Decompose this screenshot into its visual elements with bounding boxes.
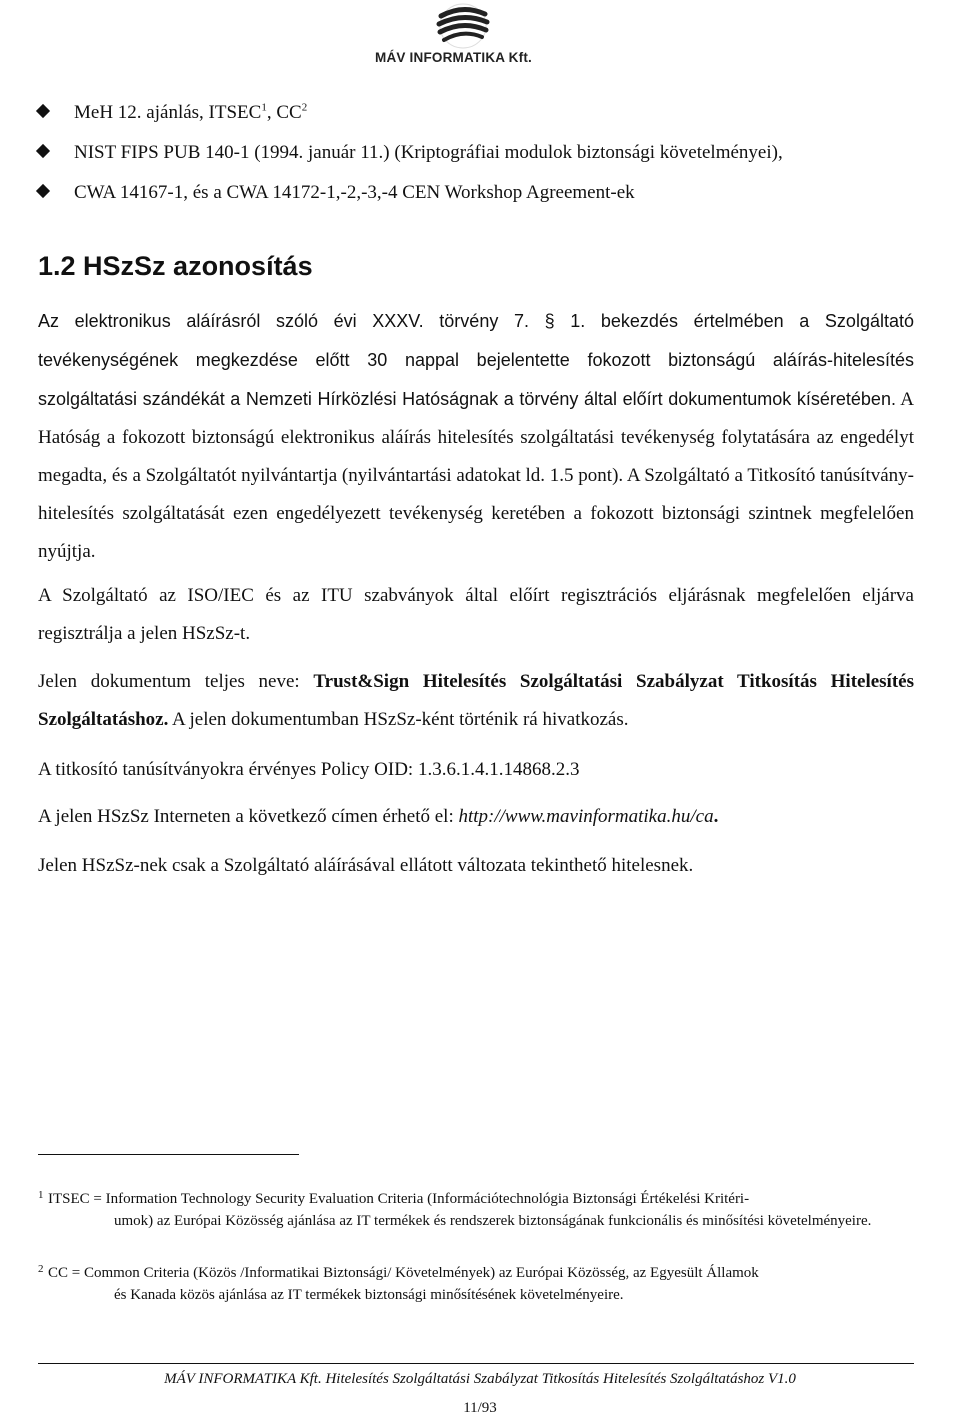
footnote-text: CC = Common Criteria (Közös /Informatikai Biztonsági/ Követelmények) az Európai Közösség, az Egyesült Államok: [48, 1265, 759, 1281]
logo-text: MÁV INFORMATIKA Kft.: [375, 50, 532, 65]
url-period: .: [713, 806, 719, 827]
page-footer: MÁV INFORMATIKA Kft. Hitelesítés Szolgáltatási Szabályzat Titkosítás Hitelesítés Szolgáltatáshoz V1.0: [164, 1371, 796, 1387]
section-heading: 1.2 HSzSz azonosítás: [38, 251, 313, 281]
url-line: [38, 805, 718, 829]
footnote-ref: 2: [301, 101, 308, 114]
paragraph-text: Jelen dokumentum teljes neve:: [38, 671, 314, 692]
diamond-bullet-icon: [36, 184, 50, 198]
paragraph: [38, 577, 914, 653]
diamond-bullet-icon: [36, 144, 50, 158]
bullet-text: CWA 14167-1, és a CWA 14172-1,-2,-3,-4 CEN Workshop Agreement-ek: [74, 182, 635, 203]
footnote-ref: 1: [261, 101, 267, 114]
url-link[interactable]: http://www.mavinformatika.hu/ca: [458, 806, 714, 827]
bullet-text: NIST FIPS PUB 140-1 (1994. január 11.) (Kriptográfiai modulok biztonsági követelményei),: [74, 142, 783, 163]
paragraph: [38, 302, 914, 571]
company-logo: [375, 2, 550, 72]
footnote-divider: [38, 1154, 299, 1155]
footnote-number: 2: [38, 1263, 44, 1275]
paragraph-text: A jelen dokumentumban HSzSz-ként történik rá hivatkozás.: [168, 709, 629, 730]
page-number: 11/93: [463, 1400, 497, 1416]
bullet-item: [38, 101, 307, 125]
paragraph-text: Az elektronikus aláírásról szóló évi XXXV. törvény 7. § 1. bekezdés értelmében a Szolgáltató tevékenységének megkezdése előtt 30 nappal bejelentette fokozott biztonságú aláírás-hitelesítés szolgáltatási szándékát a Nemzeti Hírközlési Hatóságnak a törvény által előírt dokumentumok kíséretében.: [38, 311, 914, 409]
bullet-text-cont: , CC: [266, 102, 302, 123]
paragraph-text: A Szolgáltató az ISO/IEC és az ITU szabványok által előírt regisztrációs eljárásnak megfelelően eljárva regisztrálja a jelen HSzSz-t.: [38, 585, 914, 644]
diamond-bullet-icon: [36, 104, 50, 118]
footnote-text: ITSEC = Information Technology Security Evaluation Criteria (Információtechnológia Biztonsági Értékelési Kritéri-: [48, 1191, 750, 1207]
footnote-text-cont: umok) az Európai Közösség ajánlása az IT termékek és rendszerek biztonságának funkcionális és minősítési követelményeire.: [114, 1213, 872, 1229]
footnote-text-cont: és Kanada közös ajánlása az IT termékek biztonsági minősítésének követelményeire.: [114, 1287, 624, 1303]
bullet-text: MeH 12. ajánlás, ITSEC: [74, 102, 262, 123]
authenticity-line: Jelen HSzSz-nek csak a Szolgáltató aláírásával ellátott változata tekinthető hitelesnek.: [38, 855, 694, 876]
globe-swoosh-icon: [423, 2, 503, 50]
policy-oid-line: A titkosító tanúsítványokra érvényes Policy OID: 1.3.6.1.4.1.14868.2.3: [38, 759, 580, 780]
paragraph-text: A Hatóság a fokozott biztonságú elektronikus aláírás hitelesítés szolgáltatási tevékenység folytatására az engedélyt megadta, és a Szolgáltatót nyilvántartja (nyilvántartási adatokat ld. 1.5 pont). A Szolgáltató a Titkosító tanúsítvány-hitelesítés szolgáltatását ezen engedélyezett tevékenység keretében a fokozott biztonsági szintnek megfelelően nyújtja.: [38, 389, 914, 562]
bullet-item: [38, 141, 783, 165]
document-full-name: Trust&Sign Hitelesítés Szolgáltatási Szabályzat Titkosítás Hitelesítés Szolgáltatáshoz.: [38, 671, 914, 730]
paragraph: [38, 663, 914, 739]
url-line-text: A jelen HSzSz Interneten a következő címen érhető el:: [38, 806, 459, 827]
footnote-number: 1: [38, 1189, 44, 1201]
bullet-item: [38, 181, 635, 205]
footer-divider: [38, 1363, 914, 1364]
